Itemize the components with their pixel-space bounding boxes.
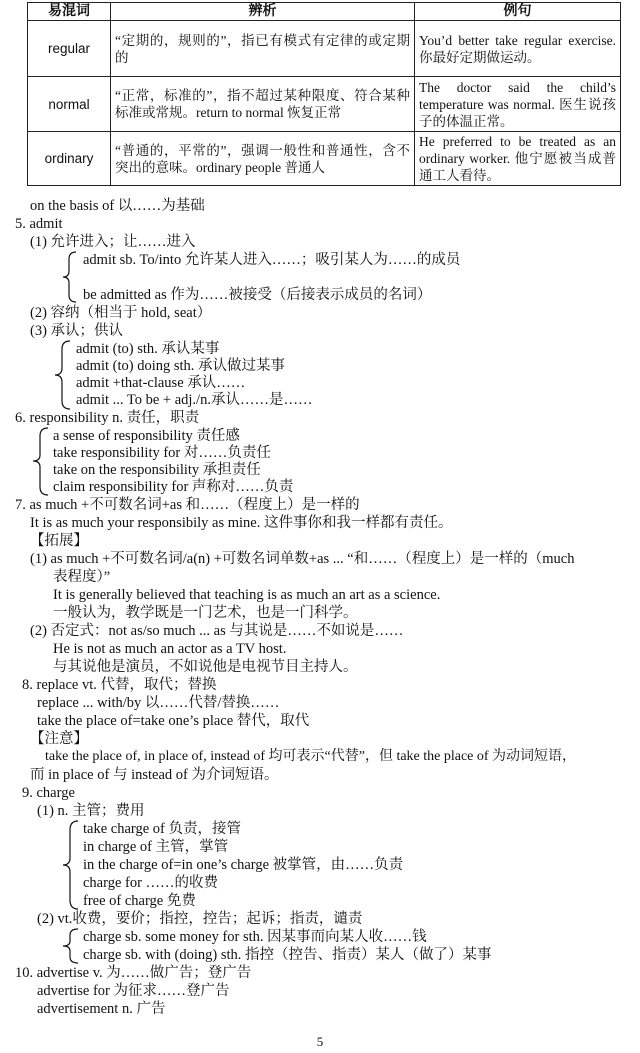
table-header-row bbox=[28, 3, 621, 21]
table-cell-word: ordinary bbox=[28, 132, 111, 186]
table-cell-word: regular bbox=[28, 21, 111, 77]
text-line: 【拓展】 bbox=[30, 533, 88, 549]
text-line: 表程度）” bbox=[53, 569, 111, 585]
text-line: admit ... To be + adj./n.承认……是…… bbox=[76, 392, 313, 408]
text-line: admit +that-clause 承认…… bbox=[76, 375, 246, 391]
section-heading: 5. admit bbox=[15, 216, 63, 232]
section-heading: 7. as much +不可数名词+as 和……（程度上）是一样的 bbox=[15, 497, 360, 513]
text-line: (2) 容纳（相当于 hold, seat） bbox=[30, 305, 212, 321]
text-line: take charge of 负责，接管 bbox=[83, 821, 241, 837]
text-line: (1) 允许进入；让……进入 bbox=[30, 234, 196, 250]
page-number: 5 bbox=[316, 1034, 324, 1049]
table-cell-example: He preferred to be treated as an ordinary worker. 他宁愿被当成普通工人看待。 bbox=[415, 132, 621, 186]
text-line: take responsibility for 对……负责任 bbox=[53, 445, 271, 461]
text-line: (1) as much +不可数名词/a(n) +可数名词单数+as ... “和……（程度上）是一样的（much bbox=[30, 551, 575, 567]
text-line: replace ... with/by 以……代替/替换…… bbox=[37, 695, 280, 711]
section-heading: 6. responsibility n. 责任，职责 bbox=[15, 410, 200, 426]
text-line: a sense of responsibility 责任感 bbox=[53, 428, 240, 444]
text-line: take the place of, in place of, instead of 均可表示“代替”，但 take the place of 为动词短语， bbox=[45, 749, 577, 764]
table-header: 辨析 bbox=[111, 3, 415, 21]
table-header: 例句 bbox=[415, 3, 621, 21]
text-line: charge for ……的收费 bbox=[83, 875, 219, 891]
section-heading: 10. advertise v. 为……做广告；登广告 bbox=[15, 965, 252, 981]
text-line: on the basis of 以……为基础 bbox=[30, 198, 205, 214]
section-heading: 9. charge bbox=[22, 785, 75, 801]
text-line: 而 in place of 与 instead of 为介词短语。 bbox=[30, 767, 279, 783]
text-line: admit sb. To/into 允许某人进入……；吸引某人为……的成员 bbox=[83, 252, 461, 268]
text-line: in the charge of=in one’s charge 被掌管，由……负责 bbox=[83, 857, 404, 873]
table-cell-example: You’d better take regular exercise. 你最好定期做运动。 bbox=[415, 21, 621, 77]
text-line: take on the responsibility 承担责任 bbox=[53, 462, 261, 478]
brace-icon bbox=[60, 820, 82, 910]
text-line: take the place of=take one’s place 替代，取代 bbox=[37, 713, 310, 729]
text-line: (2) 否定式：not as/so much ... as 与其说是……不如说是…… bbox=[30, 623, 404, 639]
table-row bbox=[28, 132, 621, 186]
table-row bbox=[28, 77, 621, 132]
table-header: 易混词 bbox=[28, 3, 111, 21]
brace-icon bbox=[30, 427, 52, 496]
text-line: (1) n. 主管；费用 bbox=[37, 803, 145, 819]
text-line: charge sb. some money for sth. 因某事而向某人收……钱 bbox=[83, 929, 427, 945]
text-line: (2) vt.收费，要价；指控，控告；起诉；指责，谴责 bbox=[37, 911, 363, 927]
text-line: He is not as much an actor as a TV host. bbox=[53, 641, 287, 657]
text-line: claim responsibility for 声称对……负责 bbox=[53, 479, 294, 495]
table-cell-analysis: “定期的，规则的”，指已有模式有定律的或定期的 bbox=[111, 21, 415, 77]
text-line: It is generally believed that teaching is as much an art as a science. bbox=[53, 587, 441, 603]
brace-icon bbox=[60, 928, 82, 964]
text-line: admit (to) sth. 承认某事 bbox=[76, 341, 220, 357]
text-line: advertisement n. 广告 bbox=[37, 1001, 166, 1017]
brace-icon bbox=[60, 251, 82, 303]
text-line: (3) 承认；供认 bbox=[30, 323, 124, 339]
text-line: free of charge 免费 bbox=[83, 893, 196, 909]
table-row bbox=[28, 21, 621, 77]
table-cell-example: The doctor said the child’s temperature was normal. 医生说孩子的体温正常。 bbox=[415, 77, 621, 132]
text-line: 【注意】 bbox=[30, 731, 88, 747]
text-line: 与其说他是演员，不如说他是电视节目主持人。 bbox=[53, 659, 358, 675]
text-line: It is as much your responsibily as mine. 这件事你和我一样都有责任。 bbox=[30, 515, 453, 531]
table-cell-analysis: “普通的，平常的”，强调一般性和普通性，含不突出的意味。ordinary people 普通人 bbox=[111, 132, 415, 186]
text-line: charge sb. with (doing) sth. 指控（控告、指责）某人（做了）某事 bbox=[83, 947, 492, 963]
brace-icon bbox=[52, 340, 74, 410]
table-cell-word: normal bbox=[28, 77, 111, 132]
table-cell-analysis: “正常，标准的”，指不超过某种限度、符合某种标准或常规。return to normal 恢复正常 bbox=[111, 77, 415, 132]
section-heading: 8. replace vt. 代替，取代；替换 bbox=[22, 677, 217, 693]
text-line: advertise for 为征求……登广告 bbox=[37, 983, 230, 999]
text-line: 一般认为，教学既是一门艺术，也是一门科学。 bbox=[53, 605, 358, 621]
comparison-table bbox=[27, 2, 621, 186]
text-line: be admitted as 作为……被接受（后接表示成员的名词） bbox=[83, 287, 432, 303]
text-line: admit (to) doing sth. 承认做过某事 bbox=[76, 358, 286, 374]
text-line: in charge of 主管，掌管 bbox=[83, 839, 229, 855]
